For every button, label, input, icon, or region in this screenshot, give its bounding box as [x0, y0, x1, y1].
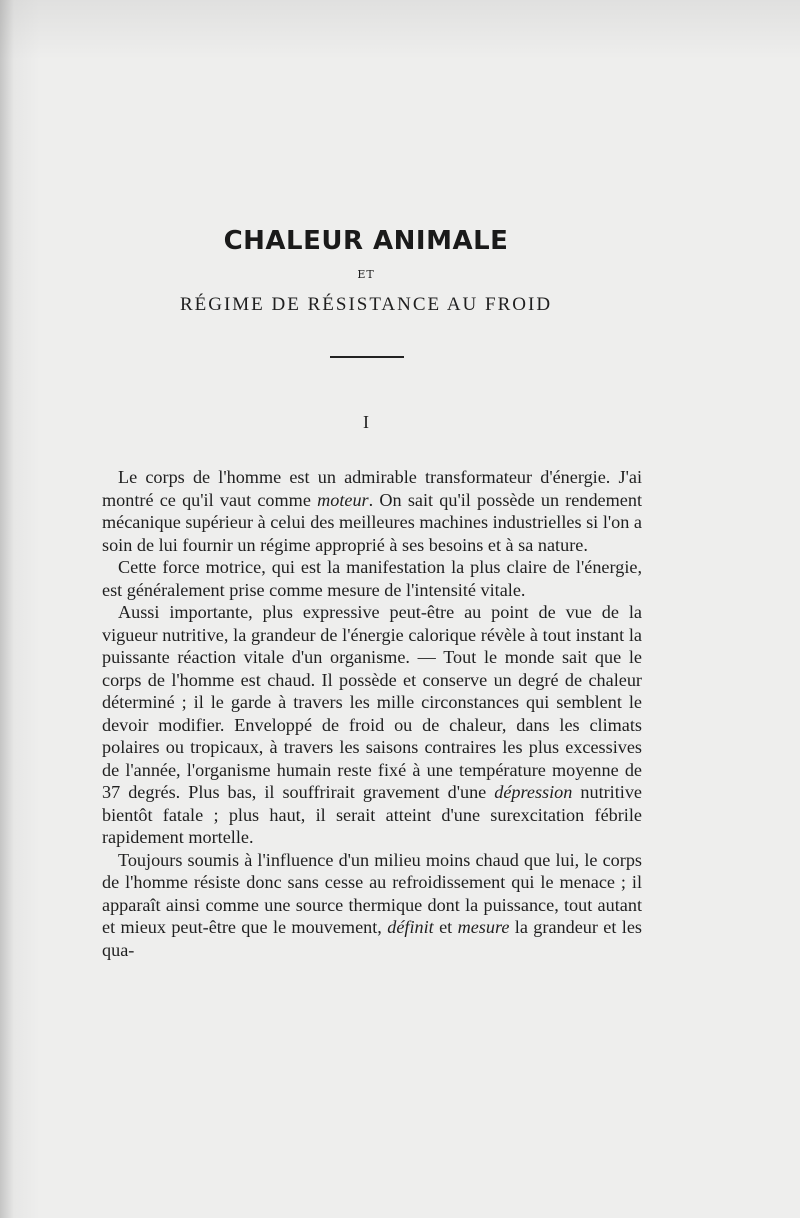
chapter-subtitle: RÉGIME DE RÉSISTANCE AU FROID — [179, 294, 553, 315]
text-segment: . On sait qu'il possède un rendement mécanique supérieur à celui des meilleures machines industrielles si l'on a soin de lui fournir un régime approprié à ses besoins et à sa nature. — [102, 489, 642, 555]
italic-segment: définit — [387, 917, 434, 937]
chapter-title: CHALEUR ANIMALE — [223, 226, 509, 256]
paragraph — [102, 556, 642, 601]
text-segment: et — [433, 917, 458, 937]
body-text — [102, 466, 642, 961]
paragraph — [102, 466, 642, 556]
text-segment: Le corps de l'homme est un admirable transformateur d'énergie. J'ai montré ce qu'il vaut comme — [102, 467, 642, 510]
text-segment: la grandeur et les qua- — [102, 917, 642, 960]
title-divider — [330, 356, 404, 358]
italic-segment: mesure — [457, 917, 510, 937]
text-segment: nutritive bientôt fatale ; plus haut, il serait atteint d'une surexcitation fébrile rapidement mortelle. — [102, 782, 642, 847]
paragraph — [102, 849, 642, 962]
italic-segment: dépression — [494, 782, 573, 802]
paragraph — [102, 601, 642, 849]
text-segment: Cette force motrice, qui est la manifestation la plus claire de l'énergie, est généralement prise comme mesure de l'intensité vitale. — [102, 557, 642, 600]
section-number: I — [363, 412, 369, 432]
italic-segment: moteur — [317, 489, 369, 510]
title-conjunction: ET — [357, 268, 375, 281]
text-segment: Aussi importante, plus expressive peut-être au point de vue de la vigueur nutritive, la grandeur de l'énergie calorique révèle à tout instant la puissante réaction vitale d'un organisme. — Tout le monde sait que le corps de l'homme est chaud. Il possède et conserve un degré de chaleur déterminé ; il le garde à travers les mille circonstances qui semblent le devoir modifier. Enveloppé de froid ou de chaleur, dans les climats polaires ou tropicaux, à travers les saisons contraires les plus excessives de l'année, l'organisme humain reste fixé à une température moyenne de 37 degrés. Plus bas, il souffrirait gravement d'une — [102, 602, 642, 802]
text-segment: Toujours soumis à l'influence d'un milieu moins chaud que lui, le corps de l'homme résiste donc sans cesse au refroidissement qui le menace ; il apparaît ainsi comme une source thermique dont la puissance, tout autant et mieux peut-être que le mouvement, — [102, 849, 642, 937]
